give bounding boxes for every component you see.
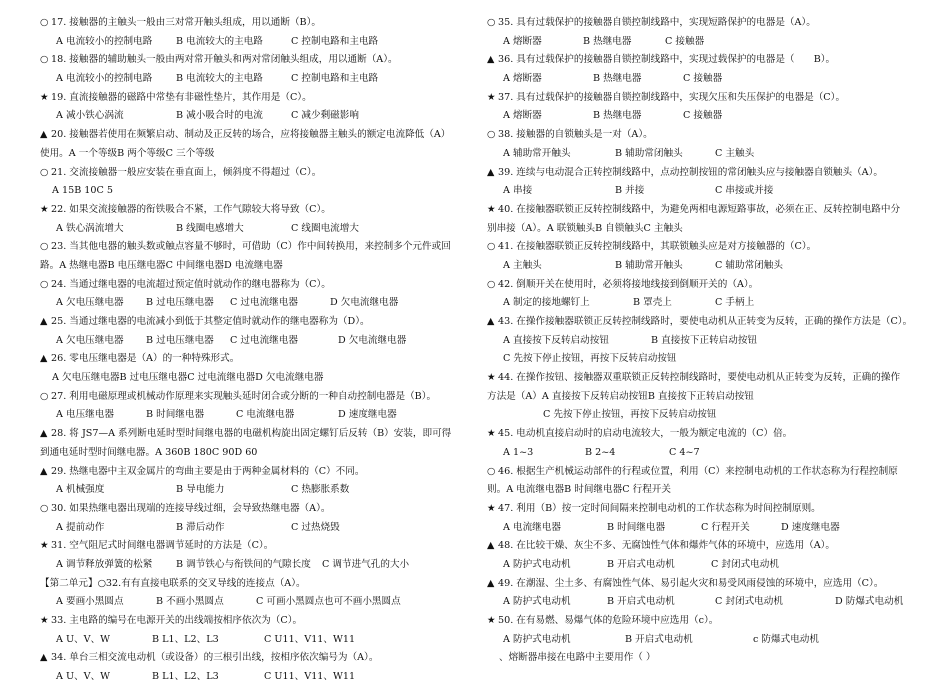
question-line bbox=[487, 238, 922, 257]
option-text: A 防护式电动机 bbox=[503, 558, 571, 570]
question-line bbox=[40, 51, 470, 70]
question-text: 34. 单台三相交流电动机（或设备）的三根引出线，按相序依次编号为（A）。 bbox=[51, 652, 379, 664]
question-marker-icon: ○ bbox=[40, 278, 49, 290]
option-text: C 线圈电流增大 bbox=[291, 222, 359, 234]
question-line bbox=[40, 89, 470, 108]
question-line bbox=[40, 238, 470, 257]
question-line bbox=[40, 201, 470, 220]
option-text: 【第二单元】 bbox=[40, 577, 98, 589]
question-line bbox=[40, 276, 470, 295]
question-text: 28. 将 JS7—A 系列断电延时型时间继电器的电磁机构旋出固定螺钉后反转（B）安装，即可得 bbox=[51, 428, 452, 440]
option-text: A 15 bbox=[52, 185, 75, 197]
question-marker-icon: ★ bbox=[487, 91, 496, 103]
options-line bbox=[40, 145, 470, 164]
option-text: 路。 bbox=[40, 259, 60, 271]
question-text: 42. 倒顺开关在使用时，必须将接地线接到倒顺开关的（A）。 bbox=[498, 278, 759, 290]
option-text: 别串接（A）。 bbox=[487, 222, 547, 234]
option-text: A 机械强度 bbox=[56, 484, 105, 496]
option-text: A 熔断器 bbox=[503, 110, 542, 122]
question-text: 25. 当通过继电器的电流减小到低于其整定值时就动作的继电器称为（D）。 bbox=[51, 316, 370, 327]
question-text: 45. 电动机直接启动时的启动电流较大，一般为额定电流的（C）倍。 bbox=[498, 428, 793, 440]
question-text: 46. 根据生产机械运动部件的行程或位置，利用（C）来控制电动机的工作状态称为行程控制原 bbox=[498, 465, 898, 477]
option-text: A 电流较小的控制电路 bbox=[56, 73, 153, 85]
option-text: C 热膨胀系数 bbox=[291, 484, 350, 496]
question-text: 29. 热继电器中主双金属片的弯曲主要是由于两种金属材料的（C）不同。 bbox=[51, 465, 365, 477]
question-text: 21. 交流接触器一般应安装在垂直面上，倾斜度不得超过（C）。 bbox=[51, 166, 322, 178]
option-text: A 欠电压继电器 bbox=[56, 334, 124, 346]
option-text: D 60 bbox=[234, 446, 258, 458]
option-text: B 减小吸合时的电流 bbox=[176, 110, 263, 122]
option-text: B 电流较大的主电路 bbox=[176, 73, 263, 85]
option-text: B 调节铁心与衔铁间的气隙长度 bbox=[176, 558, 311, 570]
option-text: C 控制电路和主电路 bbox=[291, 35, 379, 47]
options-line bbox=[40, 668, 470, 687]
option-text: B 不画小黑圆点 bbox=[156, 596, 224, 608]
options-line bbox=[40, 294, 470, 313]
question-line bbox=[487, 14, 922, 33]
options-line bbox=[487, 33, 922, 52]
options-line bbox=[487, 70, 922, 89]
options-line bbox=[487, 631, 922, 650]
option-text: B 开启式电动机 bbox=[625, 633, 693, 645]
option-text: B 电压继电器 bbox=[107, 259, 166, 271]
option-text: B 时间继电器 bbox=[607, 521, 666, 533]
option-text: B 罩壳上 bbox=[633, 297, 672, 309]
options-line bbox=[40, 70, 470, 89]
option-text: A 熔断器 bbox=[503, 35, 542, 47]
options-line bbox=[40, 481, 470, 500]
option-text: C 行程开关 bbox=[622, 484, 671, 496]
options-line bbox=[487, 593, 922, 612]
options-line bbox=[40, 444, 470, 463]
option-text: B 开启式电动机 bbox=[607, 596, 675, 608]
question-marker-icon: ○ bbox=[487, 17, 496, 28]
option-text: C 控制电路和主电路 bbox=[291, 73, 379, 85]
question-marker-icon: ▲ bbox=[40, 129, 48, 141]
option-text: A 直接按下反转启动按钮 bbox=[503, 334, 609, 346]
option-text: B 过电压继电器 bbox=[119, 372, 188, 384]
option-text: C 封闭式电动机 bbox=[715, 596, 783, 608]
option-text: B 10 bbox=[74, 185, 97, 197]
option-text: C 可画小黑圆点也可不画小黑圆点 bbox=[256, 596, 401, 608]
question-line bbox=[40, 537, 470, 556]
option-text: A 要画小黑圆点 bbox=[56, 596, 124, 608]
question-line bbox=[487, 463, 922, 482]
question-line bbox=[40, 463, 470, 482]
question-marker-icon: ▲ bbox=[40, 465, 48, 477]
question-marker-icon: ▲ bbox=[40, 316, 48, 327]
question-line bbox=[40, 612, 470, 631]
option-text: B L1、L2、L3 bbox=[152, 671, 219, 683]
option-text: B 时间继电器 bbox=[146, 409, 205, 421]
option-text: C 中间继电器 bbox=[165, 259, 224, 271]
question-text: 30. 如果热继电器出现端的连接导线过细，会导致热继电器（A）。 bbox=[51, 502, 331, 514]
option-text: C 90 bbox=[211, 446, 235, 458]
question-line bbox=[487, 89, 922, 108]
question-marker-icon: ▲ bbox=[487, 166, 495, 178]
option-text: A 欠电压继电器 bbox=[52, 372, 120, 384]
question-marker-icon: ★ bbox=[487, 502, 496, 514]
options-line bbox=[487, 481, 922, 500]
question-text: 24. 当通过继电器的电流超过预定值时就动作的继电器称为（C）。 bbox=[51, 278, 331, 290]
option-text: B 时间继电器 bbox=[564, 484, 623, 496]
option-text: B 电流较大的主电路 bbox=[176, 35, 263, 47]
options-line bbox=[487, 444, 922, 463]
options-line bbox=[40, 575, 470, 594]
question-line bbox=[40, 126, 470, 145]
question-marker-icon: ★ bbox=[40, 91, 49, 103]
options-line bbox=[487, 519, 922, 538]
question-text: 26. 零电压继电器是（A）的一种特殊形式。 bbox=[51, 353, 240, 365]
question-line bbox=[487, 51, 922, 70]
question-marker-icon: ▲ bbox=[487, 54, 495, 66]
question-marker-icon: ★ bbox=[487, 615, 496, 626]
question-text: 31. 空气阻尼式时间继电器调节延时的方法是（C）。 bbox=[51, 540, 274, 552]
option-text: C U11、V11、W11 bbox=[264, 633, 356, 645]
question-marker-icon: ▲ bbox=[40, 353, 48, 365]
option-text: C 辅助常闭触头 bbox=[715, 259, 783, 271]
option-text: A U、V、W bbox=[56, 671, 111, 683]
question-line bbox=[40, 350, 470, 369]
option-text: C 三个等级 bbox=[165, 147, 215, 159]
question-text: 47. 利用（B）按一定时间间隔来控制电动机的工作状态称为时间控制原则。 bbox=[498, 502, 821, 514]
question-text: 50. 在有易燃、易爆气体的危险环境中应选用（c）。 bbox=[498, 615, 719, 626]
question-line bbox=[487, 612, 922, 631]
option-text: C 5 bbox=[96, 185, 113, 197]
option-text: C 先按下停止按钮，再按下反转启动按钮 bbox=[503, 353, 677, 365]
options-line bbox=[40, 593, 470, 612]
question-marker-icon: ○ bbox=[487, 465, 496, 477]
options-line bbox=[487, 332, 922, 351]
option-text: D 速度继电器 bbox=[781, 521, 840, 533]
option-text: C 接触器 bbox=[683, 73, 723, 85]
question-marker-icon: ★ bbox=[40, 203, 49, 215]
option-text: 、熔断器串接在电路中主要用作（ ） bbox=[499, 652, 656, 664]
question-line bbox=[487, 126, 922, 145]
option-text: c 防爆式电动机 bbox=[753, 633, 819, 645]
question-line bbox=[487, 201, 922, 220]
question-text: 36. 具有过载保护的接触器自锁控制线路中，实现过载保护的电器是（ B）。 bbox=[498, 54, 836, 66]
option-text: B 滞后动作 bbox=[176, 521, 225, 533]
option-text: A 防护式电动机 bbox=[503, 633, 571, 645]
option-text: A 防护式电动机 bbox=[503, 596, 571, 608]
option-text: A 360 bbox=[155, 446, 184, 458]
option-text: C 调节进气孔的大小 bbox=[322, 558, 410, 570]
question-marker-icon: ○ bbox=[487, 278, 496, 290]
option-text: A 电流继电器 bbox=[503, 521, 561, 533]
option-text: 到通电延时型时间继电器。 bbox=[40, 446, 156, 458]
question-line bbox=[40, 14, 470, 33]
question-marker-icon: ▲ bbox=[487, 540, 495, 552]
question-marker-icon: ★ bbox=[487, 203, 496, 215]
question-marker-icon: ○ bbox=[40, 502, 49, 514]
options-line bbox=[40, 369, 470, 388]
option-text: A 熔断器 bbox=[503, 73, 542, 85]
question-line bbox=[487, 276, 922, 295]
options-line bbox=[487, 350, 922, 369]
question-marker-icon: ★ bbox=[40, 615, 49, 626]
options-line bbox=[40, 33, 470, 52]
right-column bbox=[487, 14, 922, 668]
question-text: 18. 接触器的辅助触头一般由两对常开触头和两对常闭触头组成，用以通断（A）。 bbox=[51, 54, 398, 66]
question-line bbox=[487, 313, 922, 332]
option-text: A 热继电器 bbox=[59, 259, 108, 271]
option-text: C 减少剩磁影响 bbox=[291, 110, 359, 122]
option-text: B 过电压继电器 bbox=[146, 334, 214, 346]
question-marker-icon: ○ bbox=[487, 129, 496, 141]
options-line bbox=[487, 182, 922, 201]
question-marker-icon: ○ bbox=[40, 166, 49, 178]
option-text: 使用。 bbox=[40, 147, 69, 159]
question-marker-icon: ○ bbox=[40, 54, 49, 66]
option-text: A 主触头 bbox=[503, 259, 542, 271]
options-line bbox=[487, 257, 922, 276]
question-text: 49. 在潮湿、尘土多、有腐蚀性气体、易引起火灾和易受风雨侵蚀的环境中，应选用（C）。 bbox=[498, 577, 884, 589]
option-text: B 两个等级 bbox=[117, 147, 166, 159]
question-line bbox=[40, 164, 470, 183]
question-marker-icon: ★ bbox=[487, 428, 496, 440]
option-text: A 电流继电器 bbox=[506, 484, 565, 496]
option-text: B 热继电器 bbox=[593, 73, 642, 85]
options-line bbox=[487, 107, 922, 126]
option-text: B 开启式电动机 bbox=[607, 558, 675, 570]
option-text: B 辅助常闭触头 bbox=[615, 147, 683, 159]
question-text: 48. 在比较干燥、灰尘不多、无腐蚀性气体和爆炸气体的环境中，应选用（A）。 bbox=[498, 540, 836, 552]
option-text: D 欠电流继电器 bbox=[255, 372, 324, 384]
question-marker-icon: ○ bbox=[40, 390, 49, 402]
options-line bbox=[40, 182, 470, 201]
option-text: B 导电能力 bbox=[176, 484, 225, 496]
question-marker-icon: ○ bbox=[487, 241, 496, 253]
question-line bbox=[487, 164, 922, 183]
option-text: D 欠电流继电器 bbox=[338, 334, 407, 346]
question-text: 20. 接触器若使用在频繁启动、制动及正反转的场合，应将接触器主触头的额定电流降低（A） bbox=[51, 129, 451, 141]
question-text: 22. 如果交流接触器的衔铁吸合不紧，工作气隙较大将导致（C）。 bbox=[51, 203, 331, 215]
question-text: 35. 具有过载保护的接触器自锁控制线路中，实现短路保护的电器是（A）。 bbox=[498, 17, 816, 28]
question-text: 37. 具有过载保护的接触器自锁控制线路中，实现欠压和失压保护的电器是（C）。 bbox=[498, 91, 846, 103]
question-text: 43. 在操作接触器联锁正反转控制线路时，要使电动机从正转变为反转，正确的操作方法是（C）。 bbox=[498, 316, 913, 327]
option-text: C 先按下停止按钮，再按下反转启动按钮 bbox=[543, 409, 717, 421]
option-text: C 过电流继电器 bbox=[230, 297, 298, 309]
option-text: B 2~4 bbox=[585, 446, 616, 458]
option-text: B 过电压继电器 bbox=[146, 297, 214, 309]
option-text: A 制定的接地螺钉上 bbox=[503, 297, 590, 309]
option-text: C 过电流继电器 bbox=[230, 334, 298, 346]
option-text: A 减小铁心涡流 bbox=[56, 110, 124, 122]
option-text: ○32.有有直接电联系的交叉导线的连接点（A）。 bbox=[97, 577, 306, 589]
options-line bbox=[487, 294, 922, 313]
question-text: 27. 利用电磁原理或机械动作原理来实现触头延时闭合或分断的一种自动控制电器是（B）。 bbox=[51, 390, 437, 402]
option-text: B 线圈电感增大 bbox=[176, 222, 244, 234]
option-text: C 电流继电器 bbox=[236, 409, 295, 421]
option-text: C 接触器 bbox=[683, 110, 723, 122]
option-text: D 速度继电器 bbox=[338, 409, 397, 421]
question-line bbox=[40, 388, 470, 407]
question-line bbox=[487, 500, 922, 519]
option-text: A 欠电压继电器 bbox=[56, 297, 124, 309]
option-text: A 一个等级 bbox=[68, 147, 118, 159]
option-text: C 主触头 bbox=[643, 222, 683, 234]
options-line bbox=[40, 107, 470, 126]
option-text: D 防爆式电动机 bbox=[835, 596, 904, 608]
option-text: D 电流继电器 bbox=[223, 259, 283, 271]
option-text: C 手柄上 bbox=[715, 297, 755, 309]
option-text: B 直接按下正转启动按钮 bbox=[647, 390, 754, 402]
option-text: A 铁心涡流增大 bbox=[56, 222, 124, 234]
question-text: 33. 主电路的编号在电源开关的出线端按相序依次为（C）。 bbox=[51, 615, 303, 626]
question-text: 17. 接触器的主触头一般由三对常开触头组成，用以通断（B）。 bbox=[51, 17, 321, 28]
option-text: A 辅助常开触头 bbox=[503, 147, 571, 159]
question-marker-icon: ★ bbox=[40, 540, 49, 552]
question-marker-icon: ▲ bbox=[40, 652, 48, 664]
option-text: C U11、V11、W11 bbox=[264, 671, 356, 683]
question-marker-icon: ▲ bbox=[487, 316, 495, 327]
options-line bbox=[487, 388, 922, 407]
option-text: C 串接或并接 bbox=[715, 185, 774, 197]
question-text: 40. 在接触器联锁正反转控制线路中，为避免两相电源短路事故，必须在正、反转控制电路中分 bbox=[498, 203, 901, 215]
option-text: A 电流较小的控制电路 bbox=[56, 35, 153, 47]
question-text: 19. 直流接触器的磁路中常垫有非磁性垫片，其作用是（C）。 bbox=[51, 91, 312, 103]
option-text: B 自锁触头 bbox=[595, 222, 644, 234]
question-line bbox=[40, 313, 470, 332]
option-text: A 提前动作 bbox=[56, 521, 105, 533]
question-marker-icon: ▲ bbox=[40, 428, 48, 440]
option-text: B 热继电器 bbox=[583, 35, 632, 47]
question-text: 39. 连续与电动混合正转控制线路中，点动控制按钮的常闭触头应与接触器自锁触头（A）。 bbox=[498, 166, 883, 178]
option-text: C 4~7 bbox=[669, 446, 700, 458]
question-line bbox=[487, 369, 922, 388]
question-marker-icon: ★ bbox=[487, 372, 496, 384]
left-column bbox=[40, 14, 470, 687]
option-text: C 封闭式电动机 bbox=[711, 558, 779, 570]
option-text: B 直接按下正转启动按钮 bbox=[651, 334, 758, 346]
question-line bbox=[487, 575, 922, 594]
options-line bbox=[487, 556, 922, 575]
option-text: C 行程开关 bbox=[701, 521, 750, 533]
option-text: C 主触头 bbox=[715, 147, 755, 159]
options-line bbox=[487, 220, 922, 239]
options-line bbox=[487, 406, 922, 425]
question-text: 23. 当其他电器的触头数或触点容量不够时，可借助（C）作中间转换用，来控制多个元件或回 bbox=[51, 241, 451, 253]
question-text: 41. 在接触器联锁正反转控制线路中，其联锁触头应是对方接触器的（C）。 bbox=[498, 241, 817, 253]
option-text: C 过热烧毁 bbox=[291, 521, 340, 533]
options-line bbox=[40, 519, 470, 538]
question-line bbox=[40, 649, 470, 668]
option-text: A 联锁触头 bbox=[546, 222, 596, 234]
options-line bbox=[40, 406, 470, 425]
question-line bbox=[487, 537, 922, 556]
options-line bbox=[487, 145, 922, 164]
option-text: B 热继电器 bbox=[593, 110, 642, 122]
options-line bbox=[40, 220, 470, 239]
option-text: A 1~3 bbox=[503, 446, 534, 458]
option-text: A U、V、W bbox=[56, 633, 111, 645]
options-line bbox=[40, 631, 470, 650]
option-text: D 欠电流继电器 bbox=[330, 297, 399, 309]
question-marker-icon: ○ bbox=[40, 17, 49, 28]
options-line bbox=[40, 556, 470, 575]
option-text: B L1、L2、L3 bbox=[152, 633, 219, 645]
question-line bbox=[487, 425, 922, 444]
option-text: B 辅助常开触头 bbox=[615, 259, 683, 271]
option-text: A 调节释放弹簧的松紧 bbox=[56, 558, 153, 570]
options-line bbox=[40, 332, 470, 351]
option-text: 方法是（A） bbox=[487, 390, 542, 402]
option-text: C 接触器 bbox=[665, 35, 705, 47]
option-text: B 并接 bbox=[615, 185, 645, 197]
question-text: 44. 在操作按钮、接触器双重联锁正反转控制线路时，要使电动机从正转变为反转，正确的操作 bbox=[498, 372, 901, 384]
option-text: 则。 bbox=[487, 484, 507, 496]
question-line bbox=[40, 425, 470, 444]
question-line bbox=[40, 500, 470, 519]
option-text: A 电压继电器 bbox=[56, 409, 114, 421]
options-line bbox=[40, 257, 470, 276]
option-text: B 180 bbox=[183, 446, 212, 458]
option-text: A 串接 bbox=[503, 185, 533, 197]
option-text: C 过电流继电器 bbox=[187, 372, 256, 384]
question-text: 38. 接触器的自锁触头是一对（A）。 bbox=[498, 129, 653, 141]
question-marker-icon: ○ bbox=[40, 241, 49, 253]
option-text: A 直接按下反转启动按钮 bbox=[541, 390, 648, 402]
options-line bbox=[487, 649, 922, 668]
question-marker-icon: ▲ bbox=[487, 577, 495, 589]
